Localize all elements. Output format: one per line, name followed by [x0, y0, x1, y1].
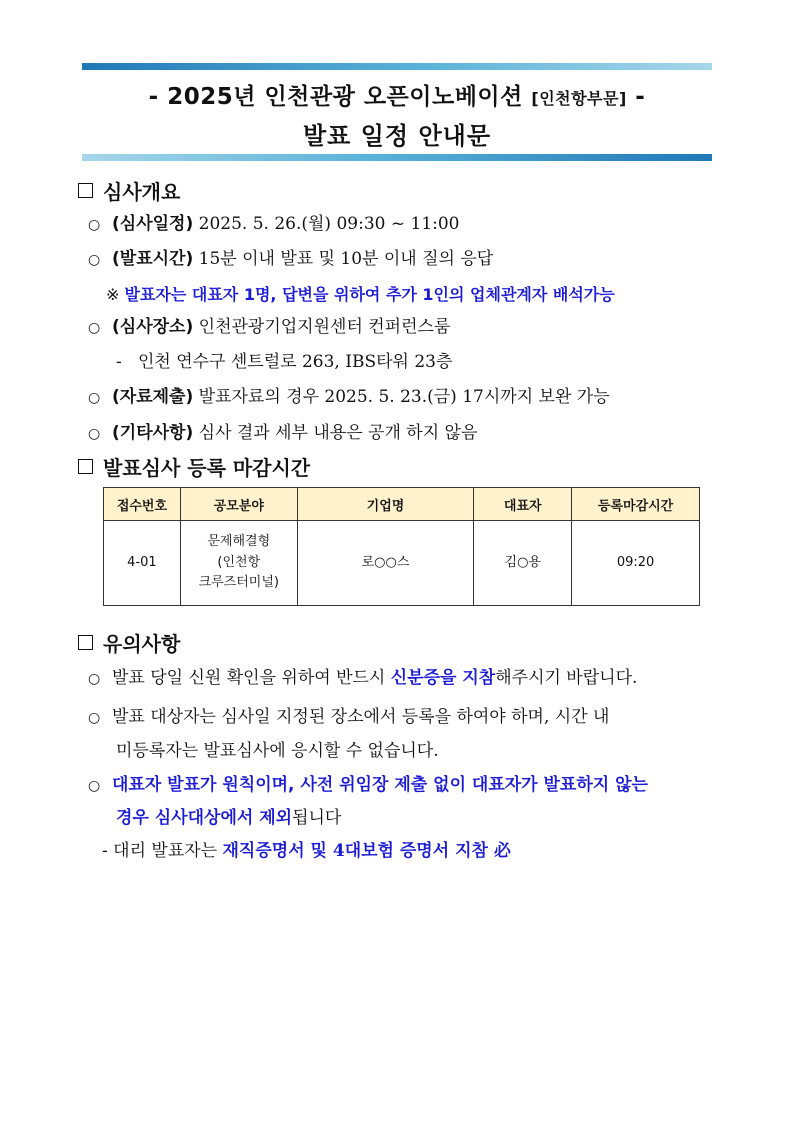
item-materials: [88, 382, 610, 407]
highlight-text: 재직증명서 및 4대보험 증명서 지참 必: [222, 841, 511, 861]
checkbox-square-icon: [78, 635, 93, 650]
circle-bullet-icon: ○: [88, 390, 101, 406]
item-presentation-time: [88, 244, 493, 269]
note-presenter-rule: [88, 770, 648, 795]
table-header-row: [104, 488, 700, 521]
highlight-text: 대표자 발표가 원칙이며, 사전 위임장 제출 없이 대표자가 발표하지 않는: [112, 775, 648, 795]
checkbox-square-icon: [78, 459, 93, 474]
text: 미등록자는 발표심사에 응시할 수 없습니다.: [116, 741, 439, 761]
header-top-bar: [82, 63, 712, 70]
note-attendance: [106, 282, 615, 305]
reference-mark-icon: ※: [106, 285, 120, 304]
cell-field: [180, 521, 297, 606]
field-line: 문제해결형: [207, 533, 271, 549]
cell-ceo: 김○용: [474, 521, 572, 606]
circle-bullet-icon: ○: [88, 778, 101, 794]
note-proxy: [102, 836, 511, 861]
col-header: 등록마감시간: [572, 488, 700, 521]
cell-company: 로○○스: [297, 521, 474, 606]
circle-bullet-icon: ○: [88, 710, 101, 726]
title-main: - 2025년 인천관광 오픈이노베이션: [148, 84, 523, 110]
item-text: 2025. 5. 26.(월) 09:30 ~ 11:00: [198, 214, 460, 234]
item-text: 15분 이내 발표 및 10분 이내 질의 응답: [198, 249, 494, 269]
title-end: -: [635, 84, 646, 110]
col-header: 공모분야: [180, 488, 297, 521]
col-header: 대표자: [474, 488, 572, 521]
note-registration: [88, 702, 609, 727]
highlight-text: 신분증을 지참: [390, 668, 496, 688]
field-line: 크루즈터미널): [198, 575, 279, 591]
cell-number: 4-01: [104, 521, 181, 606]
item-text: 발표자료의 경우 2025. 5. 23.(금) 17시까지 보완 가능: [198, 387, 610, 407]
circle-bullet-icon: ○: [88, 671, 101, 687]
item-label: (심사장소): [112, 317, 194, 337]
col-header: 접수번호: [104, 488, 181, 521]
item-text: 인천관광기업지원센터 컨퍼런스룸: [198, 317, 451, 337]
item-label: (자료제출): [112, 387, 194, 407]
note-presenter-rule-cont: [116, 803, 341, 828]
title-subtitle: [인천항부문]: [531, 89, 627, 108]
item-schedule: [88, 209, 460, 234]
header-bottom-bar: [82, 154, 712, 161]
dash: -: [102, 841, 108, 861]
item-label: (심사일정): [112, 214, 194, 234]
item-venue: [88, 312, 450, 337]
item-label: (발표시간): [112, 249, 194, 269]
cell-deadline: 09:20: [572, 521, 700, 606]
note-text: 발표자는 대표자 1명, 답변을 위하여 추가 1인의 업체관계자 배석가능: [124, 285, 615, 304]
text: 됩니다: [292, 808, 342, 828]
note-id-card: [88, 663, 637, 688]
section-title: 발표심사 등록 마감시간: [103, 456, 311, 480]
venue-address: [116, 347, 452, 372]
section-title: 유의사항: [103, 632, 181, 656]
table-row: [104, 521, 700, 606]
circle-bullet-icon: ○: [88, 426, 101, 442]
page-title-line1: [82, 78, 712, 111]
circle-bullet-icon: ○: [88, 320, 101, 336]
page-title-line2: 발표 일정 안내문: [303, 122, 491, 150]
section-title: 심사개요: [103, 180, 181, 204]
section-overview-heading: [78, 176, 180, 205]
section-notes-heading: [78, 628, 180, 657]
field-line: (인천항: [217, 554, 261, 570]
circle-bullet-icon: ○: [88, 252, 101, 268]
highlight-text: 경우 심사대상에서 제외: [116, 808, 293, 828]
item-other: [88, 418, 477, 443]
registration-table: [103, 487, 700, 606]
circle-bullet-icon: ○: [88, 217, 101, 233]
col-header: 기업명: [297, 488, 474, 521]
note-registration-cont: [116, 736, 439, 761]
address-text: 인천 연수구 센트럴로 263, IBS타워 23층: [137, 352, 453, 372]
text: 발표 대상자는 심사일 지정된 장소에서 등록을 하여야 하며, 시간 내: [112, 707, 610, 727]
dash: -: [116, 352, 122, 372]
text: 해주시기 바랍니다.: [495, 668, 638, 688]
section-registration-heading: [78, 452, 310, 481]
checkbox-square-icon: [78, 183, 93, 198]
text: 대리 발표자는: [113, 841, 223, 861]
item-label: (기타사항): [112, 423, 194, 443]
item-text: 심사 결과 세부 내용은 공개 하지 않음: [198, 423, 478, 443]
text: 발표 당일 신원 확인을 위하여 반드시: [112, 668, 391, 688]
